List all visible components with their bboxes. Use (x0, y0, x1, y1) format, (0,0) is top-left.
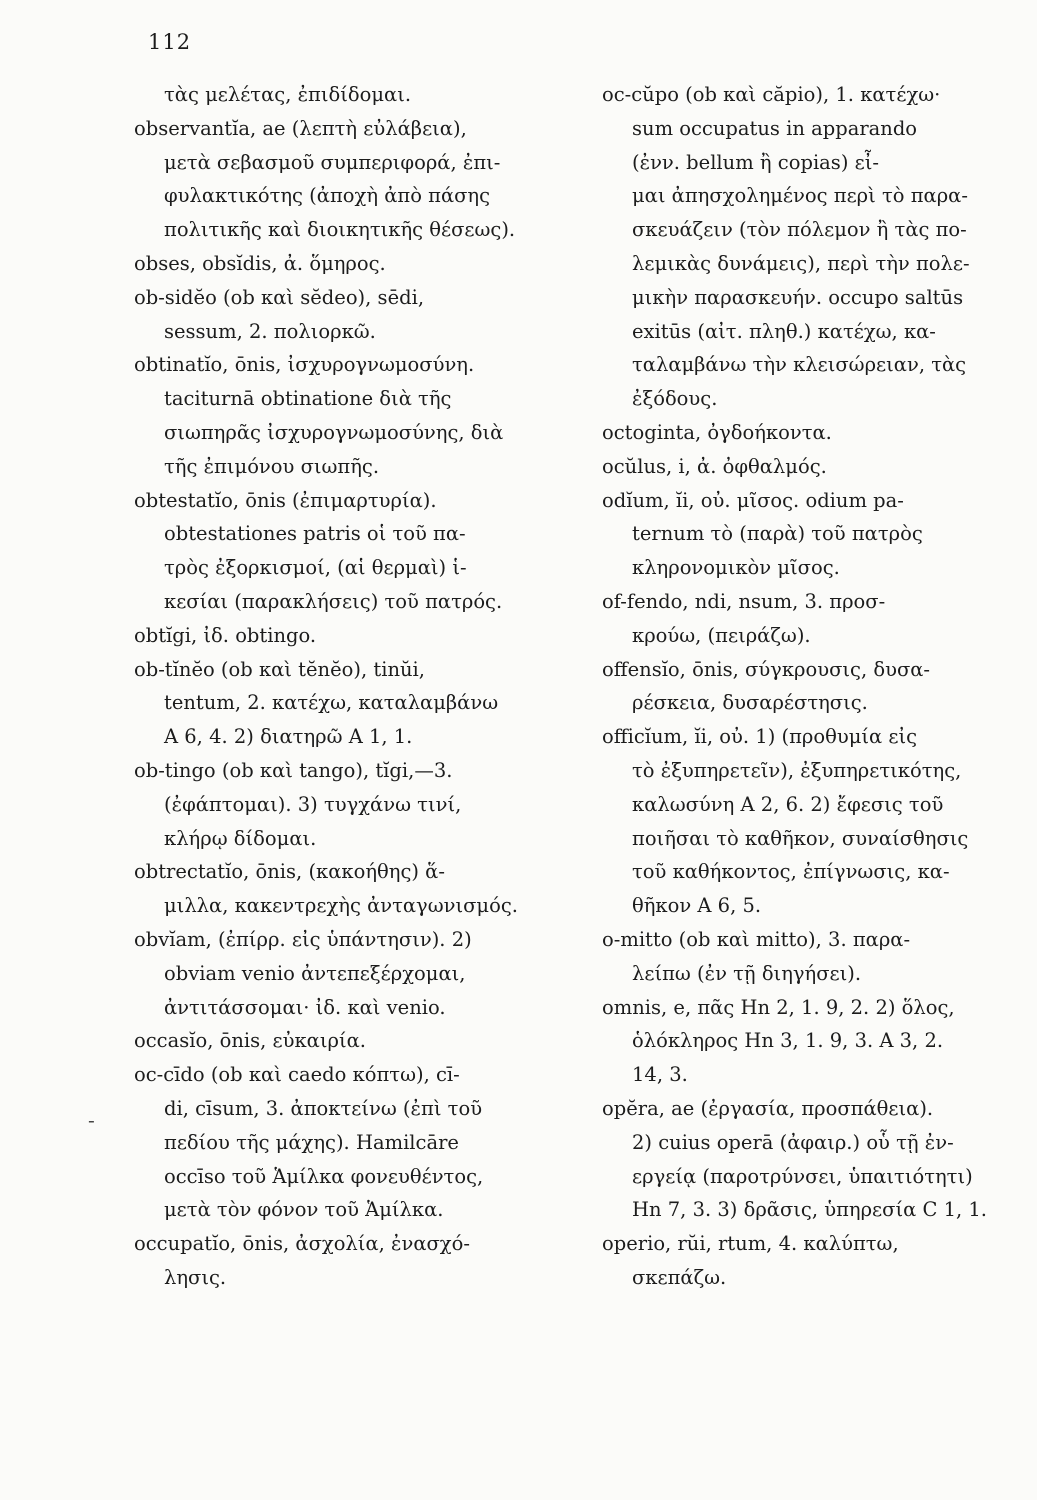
entry-headword-line: ocŭlus, i, ἀ. ὀφθαλμός. (602, 454, 827, 478)
page-number: 112 (148, 30, 192, 54)
entry-headword-line: of-fendo, ndi, nsum, 3. προσ- (602, 589, 886, 613)
entry-continuation-line: σκεπάζω. (632, 1265, 727, 1289)
entry-continuation-line: τοῦ καθήκοντος, ἐπίγνωσις, κα- (632, 860, 950, 884)
entry-headword-line: observantĭa, ae (λεπτὴ εὐλάβεια), (134, 116, 467, 140)
entry-continuation-line: obtestationes patris οἱ τοῦ πα- (164, 522, 466, 546)
entry-headword-line: offensĭo, ōnis, σύγκρουσις, δυσα- (602, 657, 931, 681)
entry-headword-line: odĭum, ĭi, οὐ. μῖσος. odium pa- (602, 488, 904, 512)
entry-headword-line: officĭum, ĭi, οὐ. 1) (προθυμία εἰς (602, 725, 918, 749)
entry-headword-line: o-mitto (ob καὶ mitto), 3. παρα- (602, 927, 911, 951)
entry-continuation-line: occīso τοῦ Ἁμίλκα φονευθέντος, (164, 1164, 484, 1188)
entry-continuation-line: ποιῆσαι τὸ καθῆκον, συναίσθησις (632, 826, 969, 850)
entry-continuation-line: 14, 3. (632, 1063, 688, 1087)
entry-continuation-line: (ἐνν. bellum ἢ copias) εἶ- (632, 150, 879, 174)
entry-continuation-line: sum occupatus in apparando (632, 116, 918, 140)
entry-continuation-line: φυλακτικότης (ἀποχὴ ἀπὸ πάσης (164, 184, 491, 208)
margin-mark: - (88, 1108, 95, 1132)
entry-continuation-line: καλωσύνη A 2, 6. 2) ἔφεσις τοῦ (632, 792, 944, 816)
entry-continuation-line: σιωπηρᾶς ἰσχυρογνωμοσύνης, διὰ (164, 420, 504, 444)
entry-continuation-line: θῆκον A 6, 5. (632, 894, 762, 918)
entry-continuation-line: ἐξόδους. (632, 387, 718, 411)
entry-continuation-line: τρὸς ἐξορκισμοί, (αἱ θερμαὶ) ἱ- (164, 556, 467, 580)
entry-continuation-line: Hn 7, 3. 3) δρᾶσις, ὑπηρεσία C 1, 1. (632, 1198, 987, 1222)
entry-continuation-line: κεσίαι (παρακλήσεις) τοῦ πατρός. (164, 589, 503, 613)
entry-continuation-line: λεμικὰς δυνάμεις), περὶ τὴν πολε- (632, 251, 970, 275)
entry-continuation-line: μετὰ σεβασμοῦ συμπεριφορά, ἐπι- (164, 150, 501, 174)
entry-continuation-line: μαι ἀπησχολημένος περὶ τὸ παρα- (632, 184, 968, 208)
entry-continuation-line: σκευάζειν (τὸν πόλεμον ἢ τὰς πο- (632, 218, 967, 242)
left-column (134, 78, 570, 1295)
entry-headword-line: obtinatĭo, ōnis, ἰσχυρογνωμοσύνη. (134, 353, 475, 377)
entry-continuation-line: exitūs (αἰτ. πληθ.) κατέχω, κα- (632, 319, 936, 343)
entry-continuation-line: ὁλόκληρος Hn 3, 1. 9, 3. A 3, 2. (632, 1029, 944, 1053)
entry-continuation-line: taciturnā obtinatione διὰ τῆς (164, 387, 452, 411)
entry-continuation-line: ternum τὸ (παρὰ) τοῦ πατρὸς (632, 522, 923, 546)
entry-continuation-line: εργείᾳ (παροτρύνσει, ὑπαιτιότητι) (632, 1164, 973, 1188)
entry-continuation-line: di, cīsum, 3. ἀποκτείνω (ἐπὶ τοῦ (164, 1096, 483, 1120)
entry-headword-line: ob-sidĕo (ob καὶ sĕdeo), sēdi, (134, 285, 425, 309)
entry-continuation-line: κρούω, (πειράζω). (632, 623, 811, 647)
entry-continuation-line: (ἐφάπτομαι). 3) τυγχάνω τινί, (164, 792, 462, 816)
entry-headword-line: octoginta, ὀγδοήκοντα. (602, 420, 832, 444)
entry-continuation-line: A 6, 4. 2) διατηρῶ A 1, 1. (164, 725, 413, 749)
entry-continuation-line: τῆς ἐπιμόνου σιωπῆς. (164, 454, 380, 478)
entry-continuation-line: κληρονομικὸν μῖσος. (632, 556, 840, 580)
entry-continuation-line: 2) cuius operā (ἀφαιρ.) οὗ τῇ ἐν- (632, 1130, 954, 1154)
entry-continuation-line: λείπω (ἐν τῇ διηγήσει). (632, 961, 862, 985)
entry-continuation-line: πολιτικῆς καὶ διοικητικῆς θέσεως). (164, 218, 516, 242)
entry-continuation-line: τὸ ἐξυπηρετεῖν), ἐξυπηρετικότης, (632, 758, 962, 782)
entry-continuation-line: πεδίου τῆς μάχης). Hamilcāre (164, 1130, 459, 1154)
entry-headword-line: obvĭam, (ἐπίρρ. εἰς ὑπάντησιν). 2) (134, 927, 472, 951)
entry-continuation-line: μετὰ τὸν φόνον τοῦ Ἁμίλκα. (164, 1198, 444, 1222)
entry-continuation-line: λησις. (164, 1265, 227, 1289)
entry-headword-line: oc-cŭpo (ob καὶ căpio), 1. κατέχω· (602, 83, 941, 106)
entry-headword-line: operio, rŭi, rtum, 4. καλύπτω, (602, 1232, 899, 1256)
entry-continuation-line: κλήρῳ δίδομαι. (164, 826, 317, 850)
right-column (602, 78, 1020, 1295)
entry-continuation-line: obviam venio ἀντεπεξέρχομαι, (164, 961, 466, 985)
entry-continuation-line: ταλαμβάνω τὴν κλεισώρειαν, τὰς (632, 353, 967, 377)
entry-headword-line: occasĭo, ōnis, εὐκαιρία. (134, 1029, 366, 1053)
entry-headword-line: occupatĭo, ōnis, ἀσχολία, ἐνασχό- (134, 1232, 470, 1256)
entry-headword-line: opĕra, ae (ἐργασία, προσπάθεια). (602, 1096, 934, 1120)
entry-headword-line: obtrectatĭo, ōnis, (κακοήθης) ἅ- (134, 860, 445, 884)
entry-continuation-line: tentum, 2. κατέχω, καταλαμβάνω (164, 691, 499, 715)
entry-continuation-line: sessum, 2. πολιορκῶ. (164, 319, 376, 343)
entry-headword-line: obtestatĭo, ōnis (ἐπιμαρτυρία). (134, 488, 437, 512)
entry-headword-line: obses, obsĭdis, ἀ. ὅμηρος. (134, 251, 386, 275)
entry-headword-line: omnis, e, πᾶς Hn 2, 1. 9, 2. 2) ὅλος, (602, 995, 955, 1019)
entry-headword-line: ob-tĭnĕo (ob καὶ tĕnĕo), tinŭi, (134, 657, 425, 681)
entry-continuation-line: μικὴν παρασκευήν. occupo saltūs (632, 285, 964, 309)
entry-headword-line: obtĭgi, ἰδ. obtingo. (134, 623, 317, 647)
entry-continuation-line: ρέσκεια, δυσαρέστησις. (632, 691, 868, 715)
entry-headword-line: oc-cīdo (ob καὶ caedo κόπτω), cī- (134, 1063, 460, 1087)
entry-continuation-line: μιλλα, κακεντρεχὴς ἀνταγωνισμός. (164, 894, 518, 918)
entry-continuation-line: τὰς μελέτας, ἐπιδίδομαι. (164, 83, 412, 106)
entry-headword-line: ob-tingo (ob καὶ tango), tĭgi,—3. (134, 758, 453, 782)
entry-continuation-line: ἀντιτάσσομαι· ἰδ. καὶ venio. (164, 995, 446, 1019)
